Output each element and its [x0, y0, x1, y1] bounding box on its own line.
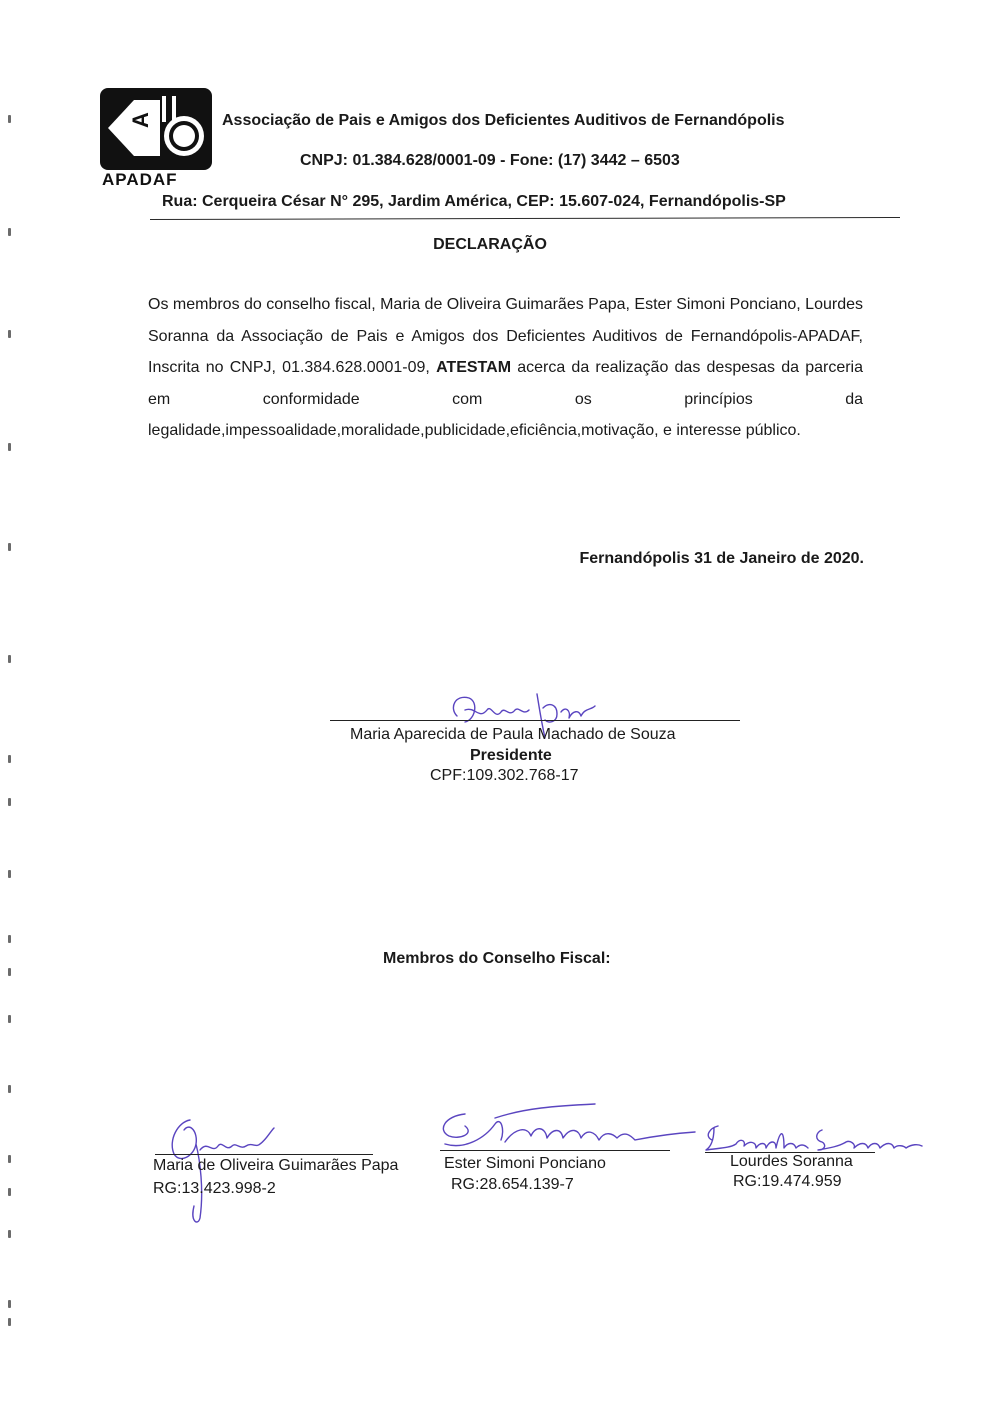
association-name: Associação de Pais e Amigos dos Deficientes Auditivos de Fernandópolis: [222, 112, 785, 129]
member-rg: RG:13.423.998-2: [153, 1180, 276, 1197]
document-title: DECLARAÇÃO: [433, 236, 547, 253]
council-title: Membros do Conselho Fiscal:: [383, 950, 611, 967]
svg-text:A: A: [128, 112, 153, 128]
member-signature-line: [155, 1154, 373, 1155]
member-name: Lourdes Soranna: [730, 1153, 853, 1170]
body-text-end: acerca da realização das despesas da parceria em conformidade com os princípios da legalidade,impessoalidade,moralidade,publicidade,eficiência,motivação, e interesse público.: [148, 359, 864, 439]
member-rg: RG:28.654.139-7: [451, 1176, 574, 1193]
place-date: Fernandópolis 31 de Janeiro de 2020.: [579, 550, 864, 567]
member-signature-line: [440, 1150, 670, 1151]
president-name: Maria Aparecida de Paula Machado de Souza: [350, 726, 676, 743]
apadaf-logo: [100, 88, 212, 192]
body-text-start: Os membros do conselho fiscal, Maria de Oliveira Guimarães Papa, Ester Simoni Ponciano, Lourdes Soranna da Associação de Pais e Amigos dos Deficientes Auditivos de Fernandópolis-APADAF, Inscrita no CNPJ, 01.384.628.0001-09,: [148, 296, 863, 376]
declaration-body: [148, 289, 863, 447]
president-role: Presidente: [470, 747, 552, 764]
member-rg: RG:19.474.959: [733, 1173, 842, 1190]
cnpj-phone: CNPJ: 01.384.628/0001-09 - Fone: (17) 3442 – 6503: [300, 152, 680, 169]
logo-text: APADAF: [102, 170, 178, 189]
header-divider: [150, 217, 900, 220]
member-name: Maria de Oliveira Guimarães Papa: [153, 1157, 399, 1174]
member-name: Ester Simoni Ponciano: [444, 1155, 606, 1172]
body-emphasis: ATESTAM: [436, 359, 512, 376]
president-cpf: CPF:109.302.768-17: [430, 767, 579, 784]
president-signature-line: [330, 720, 740, 721]
address: Rua: Cerqueira César N° 295, Jardim América, CEP: 15.607-024, Fernandópolis-SP: [162, 193, 786, 210]
